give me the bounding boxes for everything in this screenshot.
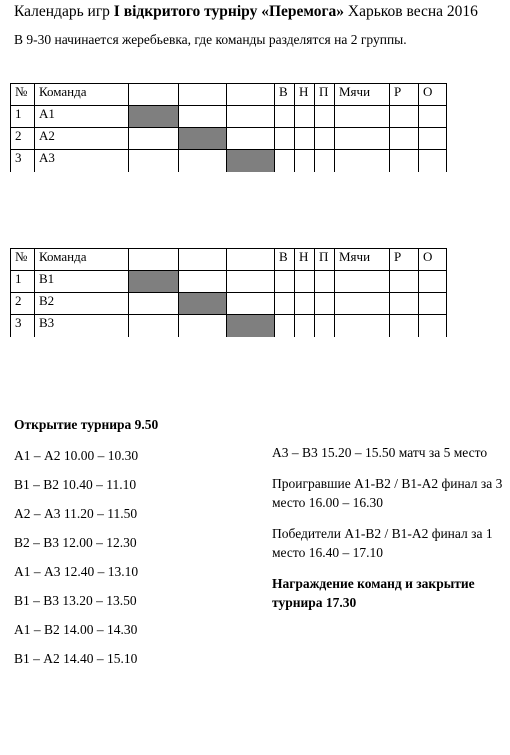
stat-cell (419, 128, 447, 150)
header-cell-match-2 (179, 84, 227, 106)
header-cell-losses: П (315, 249, 335, 271)
table-row (11, 271, 447, 293)
group-b-table (10, 248, 447, 337)
title-prefix: Календарь игр (14, 3, 114, 20)
result-cell (179, 271, 227, 293)
stat-cell (275, 106, 295, 128)
fifth-place-match: А3 – В3 15.20 – 15.50 матч за 5 место (272, 445, 488, 460)
stat-cell (315, 315, 335, 337)
schedule-heading: Открытие турнира 9.50 (14, 417, 159, 432)
stat-cell (315, 271, 335, 293)
third-place-final: Проигравшие А1-В2 / В1-А2 финал за 3 место 16.00 – 16.30 (272, 476, 503, 510)
team-name: В3 (35, 315, 129, 337)
stat-cell (419, 271, 447, 293)
stat-cell (275, 150, 295, 172)
stat-cell (390, 315, 419, 337)
header-cell-draws: Н (295, 249, 315, 271)
stat-cell (335, 271, 390, 293)
diagonal-cell (129, 271, 179, 293)
stat-cell (335, 106, 390, 128)
stat-cell (275, 128, 295, 150)
diagonal-cell (227, 150, 275, 172)
header-cell-number: № (11, 84, 35, 106)
stat-cell (295, 106, 315, 128)
stat-cell (335, 315, 390, 337)
stat-cell (335, 150, 390, 172)
team-name: В2 (35, 293, 129, 315)
row-number: 3 (11, 150, 35, 172)
header-cell-goals: Мячи (335, 84, 390, 106)
table-row (11, 315, 447, 337)
header-cell-team: Команда (35, 249, 129, 271)
stat-cell (315, 128, 335, 150)
row-number: 1 (11, 271, 35, 293)
stat-cell (295, 150, 315, 172)
stat-cell (419, 293, 447, 315)
stat-cell (315, 150, 335, 172)
stat-cell (295, 293, 315, 315)
table-row (11, 128, 447, 150)
diagonal-cell (129, 106, 179, 128)
header-cell-draws: Н (295, 84, 315, 106)
header-cell-points: О (419, 249, 447, 271)
result-cell (129, 150, 179, 172)
row-number: 3 (11, 315, 35, 337)
header-cell-wins: В (275, 249, 295, 271)
stat-cell (335, 293, 390, 315)
title-suffix: Харьков весна 2016 (344, 3, 478, 20)
group-a-table (10, 83, 447, 172)
header-cell-goals: Мячи (335, 249, 390, 271)
team-name: А3 (35, 150, 129, 172)
schedule-right-column (272, 443, 508, 624)
diagonal-cell (179, 293, 227, 315)
result-cell (227, 271, 275, 293)
result-cell (129, 293, 179, 315)
result-cell (179, 106, 227, 128)
header-cell-difference: Р (390, 84, 419, 106)
stat-cell (295, 315, 315, 337)
stat-cell (390, 106, 419, 128)
table-row (11, 150, 447, 172)
row-number: 2 (11, 128, 35, 150)
document-title (14, 3, 478, 21)
team-name: А1 (35, 106, 129, 128)
table-header-row (11, 249, 447, 271)
match-line: А1 – В2 14.00 – 14.30 (14, 622, 138, 637)
match-line: А1 – А3 12.40 – 13.10 (14, 564, 139, 579)
stat-cell (390, 271, 419, 293)
stat-cell (275, 293, 295, 315)
stat-cell (315, 106, 335, 128)
table-header-row (11, 84, 447, 106)
stat-cell (335, 128, 390, 150)
diagonal-cell (179, 128, 227, 150)
match-line: А2 – А3 11.20 – 11.50 (14, 506, 138, 521)
header-cell-number: № (11, 249, 35, 271)
team-name: В1 (35, 271, 129, 293)
row-number: 2 (11, 293, 35, 315)
match-line: А1 – А2 10.00 – 10.30 (14, 448, 139, 463)
stat-cell (419, 315, 447, 337)
diagonal-cell (227, 315, 275, 337)
intro-text: В 9-30 начинается жеребьевка, где команды разделятся на 2 группы. (14, 32, 407, 47)
match-line: В1 – А2 14.40 – 15.10 (14, 651, 138, 666)
closing-ceremony: Награждение команд и закрытие турнира 17.30 (272, 576, 475, 610)
match-line: В2 – В3 12.00 – 12.30 (14, 535, 137, 550)
header-cell-wins: В (275, 84, 295, 106)
result-cell (179, 315, 227, 337)
header-cell-difference: Р (390, 249, 419, 271)
stat-cell (275, 315, 295, 337)
stat-cell (275, 271, 295, 293)
table-row (11, 106, 447, 128)
header-cell-match-3 (227, 249, 275, 271)
stat-cell (295, 271, 315, 293)
stat-cell (390, 293, 419, 315)
stat-cell (419, 106, 447, 128)
header-cell-team: Команда (35, 84, 129, 106)
result-cell (179, 150, 227, 172)
stat-cell (419, 150, 447, 172)
result-cell (129, 128, 179, 150)
header-cell-points: О (419, 84, 447, 106)
title-tournament-name: I відкритого турніру «Перемога» (113, 3, 345, 20)
table-row (11, 293, 447, 315)
first-place-final: Победители А1-В2 / В1-А2 финал за 1 место 16.40 – 17.10 (272, 526, 493, 560)
team-name: А2 (35, 128, 129, 150)
result-cell (227, 128, 275, 150)
row-number: 1 (11, 106, 35, 128)
result-cell (227, 293, 275, 315)
header-cell-match-1 (129, 249, 179, 271)
header-cell-match-2 (179, 249, 227, 271)
match-line: В1 – В3 13.20 – 13.50 (14, 593, 137, 608)
schedule-left-column (14, 417, 254, 673)
stat-cell (390, 128, 419, 150)
header-cell-losses: П (315, 84, 335, 106)
stat-cell (315, 293, 335, 315)
result-cell (227, 106, 275, 128)
stat-cell (390, 150, 419, 172)
stat-cell (295, 128, 315, 150)
header-cell-match-3 (227, 84, 275, 106)
result-cell (129, 315, 179, 337)
match-line: В1 – В2 10.40 – 11.10 (14, 477, 137, 492)
header-cell-match-1 (129, 84, 179, 106)
